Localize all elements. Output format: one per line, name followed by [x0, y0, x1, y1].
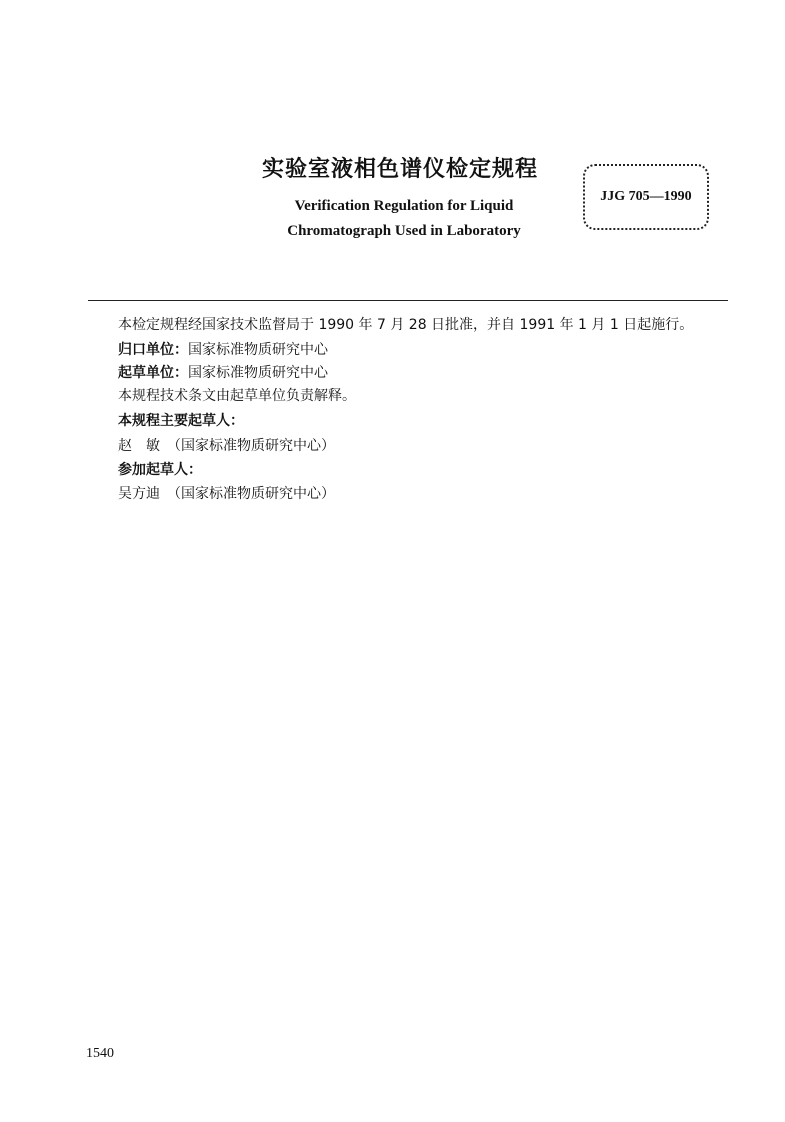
standard-code: JJG 705—1990 [600, 189, 692, 204]
document-title-zh: 实验室液相色谱仪检定规程 [262, 157, 539, 182]
participant-entry: 吴方迪 （国家标准物质研究中心） [118, 486, 335, 502]
main-drafters-label: 本规程主要起草人： [118, 413, 244, 429]
drafting-unit-value: 国家标准物质研究中心 [188, 365, 328, 381]
approval-statement: 本检定规程经国家技术监督局于 1990 年 7 月 28 日批准，并自 1991 年 1 月 1 日起施行。 [118, 317, 694, 333]
interpretation-statement: 本规程技术条文由起草单位负责解释。 [118, 388, 356, 404]
drafting-unit-label: 起草单位： [118, 365, 188, 381]
title-en-line-1: Verification Regulation for Liquid [294, 198, 514, 214]
participants-label: 参加起草人： [118, 462, 202, 478]
page-number: 1540 [86, 1046, 114, 1061]
header-divider [88, 300, 728, 301]
main-drafter-entry: 赵 敏 （国家标准物质研究中心） [118, 438, 335, 454]
title-en-line-2: Chromatograph Used in Laboratory [287, 223, 521, 239]
responsible-unit-label: 归口单位： [118, 342, 188, 358]
document-title-en [240, 194, 568, 244]
responsible-unit-line [118, 339, 328, 361]
standard-code-badge [583, 164, 709, 230]
responsible-unit-value: 国家标准物质研究中心 [188, 342, 328, 358]
drafting-unit-line [118, 362, 328, 384]
